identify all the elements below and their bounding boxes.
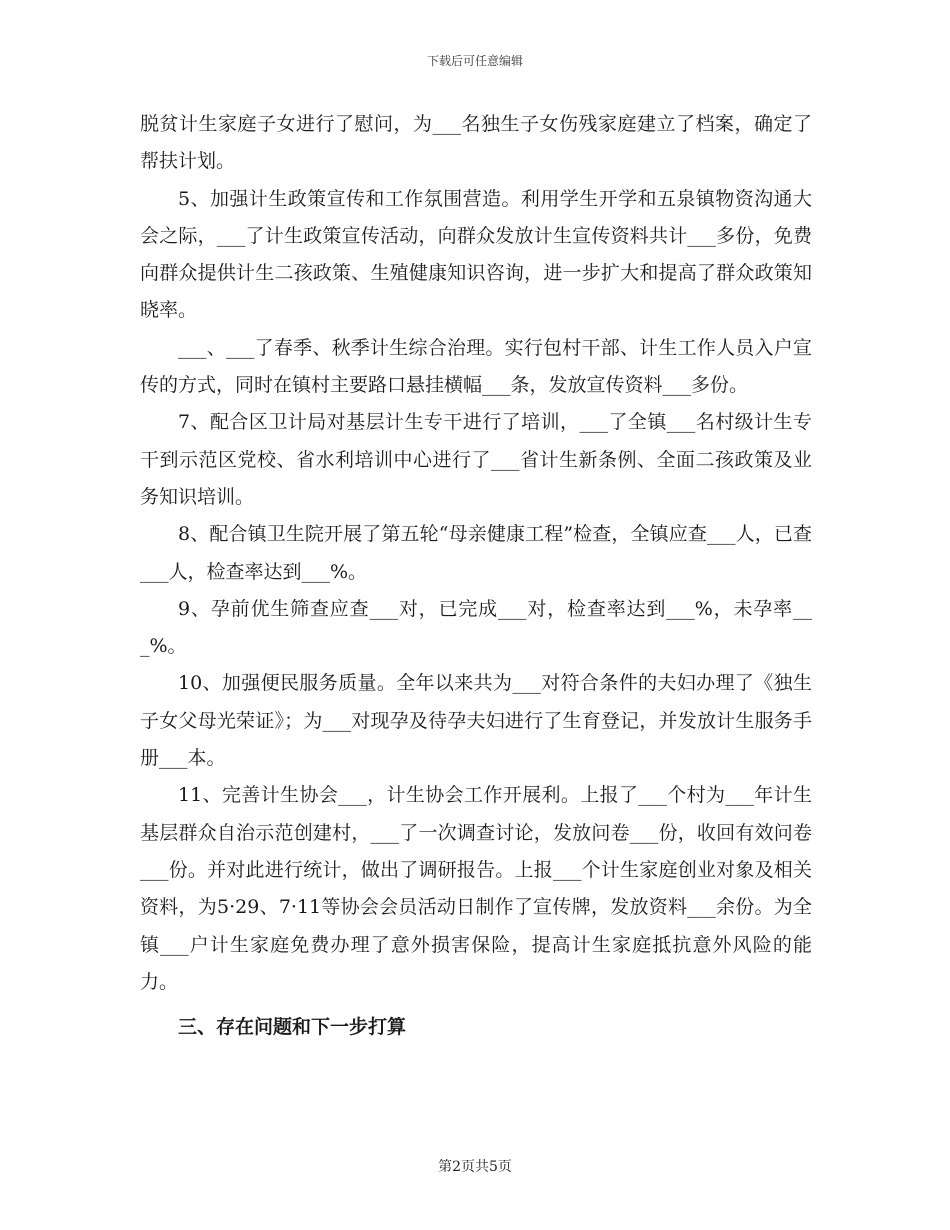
- document-body: [140, 106, 812, 1046]
- paragraph-item-10: 10、加强便民服务质量。全年以来共为___对符合条件的夫妇办理了《独生子女父母光荣证》；为___对现孕及待孕夫妇进行了生育登记，并发放计生服务手册___本。: [140, 672, 812, 770]
- paragraph-condolence: 脱贫计生家庭子女进行了慰问，为___名独生子女伤残家庭建立了档案，确定了帮扶计划。: [140, 113, 812, 173]
- page-header-note: 下载后可任意编辑: [426, 54, 523, 68]
- paragraph-item-11: 11、完善计生协会___，计生协会工作开展利。上报了___个村为___年计生基层群众自治示范创建村，___了一次调查讨论，发放问卷___份，收回有效问卷___份。并对此进行统计，做出了调研报告。上报___个计生家庭创业对象及相关资料，为5·29、7·11等协会会员活动日制作了宣传牌，发放资料___余份。为全镇___户计生家庭免费办理了意外损害保险，提高计生家庭抵抗意外风险的能力。: [140, 784, 812, 993]
- paragraph-item-9: 9、孕前优生筛查应查___对，已完成___对，检查率达到___%，未孕率___%。: [140, 597, 812, 658]
- paragraph-item-6: ___、___了春季、秋季计生综合治理。实行包村干部、计生工作人员入户宣传的方式，同时在镇村主要路口悬挂横幅___条，发放宣传资料___多份。: [140, 336, 812, 397]
- page-number: 第2页共5页: [438, 1159, 512, 1175]
- paragraph-item-5: 5、加强计生政策宣传和工作氛围营造。利用学生开学和五泉镇物资沟通大会之际，___了计生政策宣传活动，向群众发放计生宣传资料共计___多份，免费向群众提供计生二孩政策、生殖健康知识咨询，进一步扩大和提高了群众政策知晓率。: [140, 187, 812, 322]
- section-heading: 三、存在问题和下一步打算: [178, 1016, 407, 1039]
- paragraph-item-7: 7、配合区卫计局对基层计生专干进行了培训，___了全镇___名村级计生专干到示范区党校、省水利培训中心进行了___省计生新条例、全面二孩政策及业务知识培训。: [140, 411, 812, 508]
- paragraph-item-8: 8、配合镇卫生院开展了第五轮“母亲健康工程”检查，全镇应查___人，已查___人，检查率达到___%。: [140, 523, 812, 583]
